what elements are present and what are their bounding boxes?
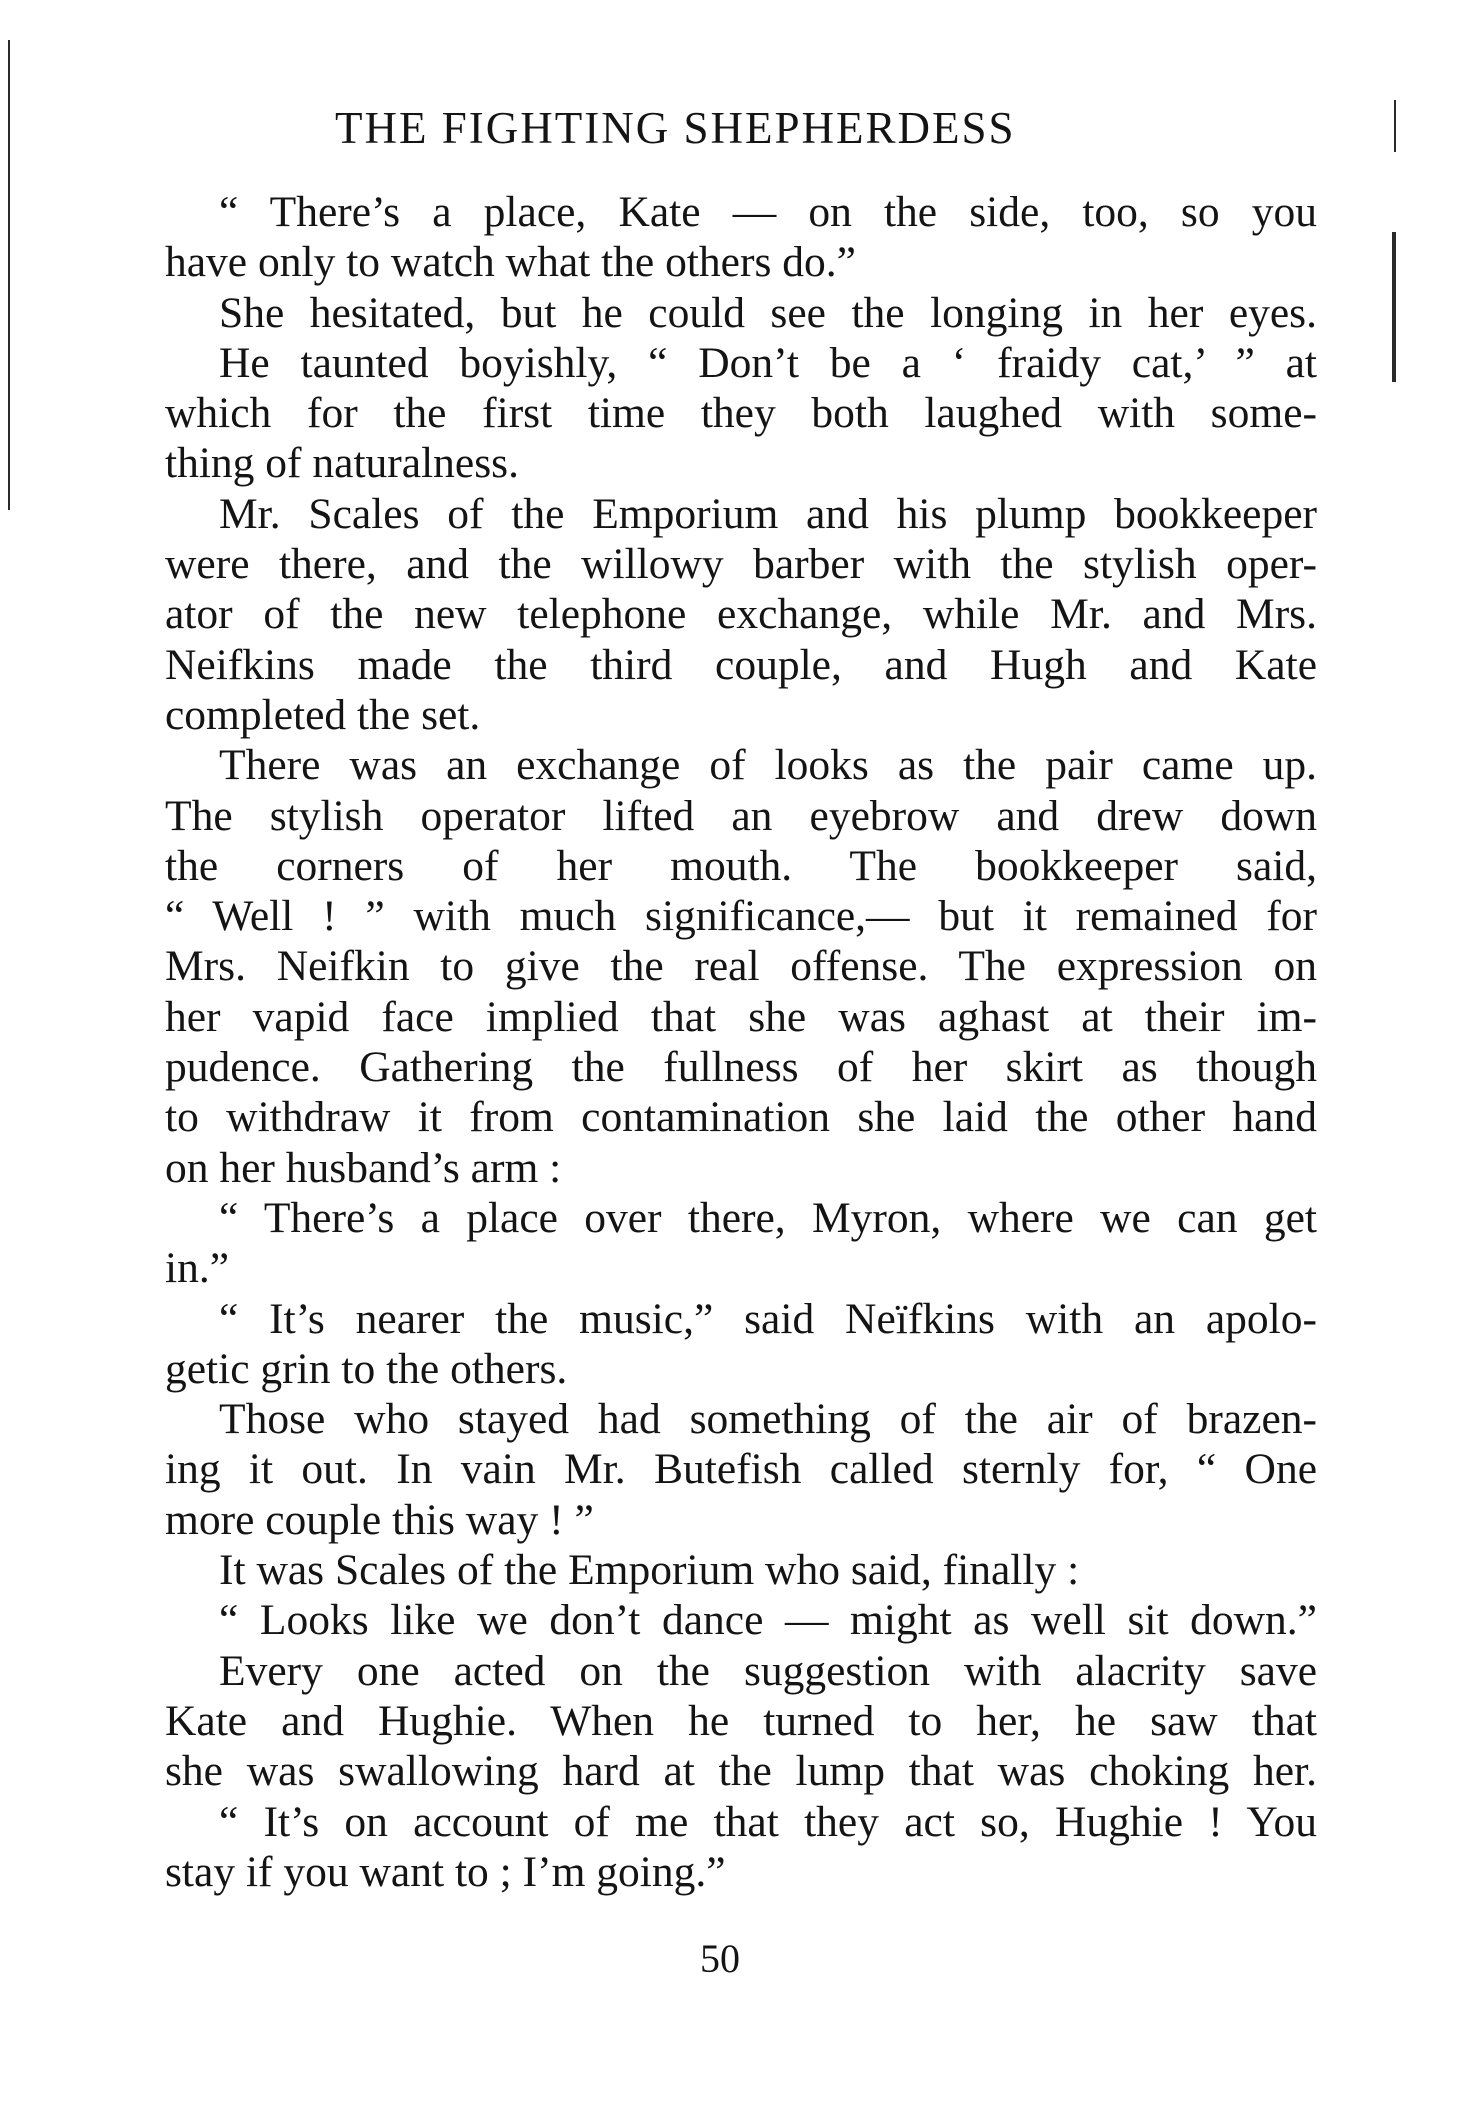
- right-edge-scan-mark-bottom: [1392, 232, 1396, 382]
- text-line: have only to watch what the others do.”: [165, 238, 856, 287]
- text-line: which for the first time they both laughed with some-: [165, 389, 1317, 438]
- text-line: “ Well ! ” with much significance,— but it remained for: [165, 892, 1317, 941]
- text-line: “ There’s a place over there, Myron, where we can get: [219, 1193, 1317, 1242]
- text-line: getic grin to the others.: [165, 1344, 568, 1393]
- text-line: Mrs. Neifkin to give the real offense. The expression on: [165, 942, 1317, 991]
- text-line: The stylish operator lifted an eyebrow and drew down: [165, 791, 1317, 840]
- text-line: “ It’s on account of me that they act so, Hughie ! You: [219, 1797, 1317, 1846]
- text-line: “ It’s nearer the music,” said Neïfkins with an apolo-: [219, 1294, 1317, 1343]
- text-line: Every one acted on the suggestion with alacrity save: [219, 1646, 1317, 1695]
- text-line: Mr. Scales of the Emporium and his plump bookkeeper: [219, 489, 1317, 538]
- text-line: in.”: [165, 1244, 230, 1293]
- text-line: she was swallowing hard at the lump that was choking her.: [165, 1747, 1317, 1796]
- text-line: were there, and the willowy barber with the stylish oper-: [165, 540, 1317, 589]
- left-edge-scan-line: [8, 40, 10, 510]
- text-line: ator of the new telephone exchange, while Mr. and Mrs.: [165, 590, 1317, 639]
- text-line: It was Scales of the Emporium who said, finally :: [219, 1546, 1080, 1595]
- page-number: 50: [700, 1936, 740, 1981]
- right-edge-scan-mark-top: [1394, 100, 1396, 152]
- text-line: She hesitated, but he could see the longing in her eyes.: [219, 288, 1317, 337]
- text-line: “ Looks like we don’t dance — might as well sit down.”: [219, 1596, 1317, 1645]
- text-line: on her husband’s arm :: [165, 1143, 562, 1192]
- text-line: He taunted boyishly, “ Don’t be a ‘ fraidy cat,’ ” at: [219, 338, 1317, 387]
- body-text: [165, 187, 1317, 1897]
- text-line: more couple this way ! ”: [165, 1495, 594, 1544]
- text-line: Kate and Hughie. When he turned to her, he saw that: [165, 1696, 1317, 1745]
- text-line: ing it out. In vain Mr. Butefish called sternly for, “ One: [165, 1445, 1317, 1494]
- text-line: “ There’s a place, Kate — on the side, too, so you: [219, 188, 1317, 236]
- text-line: the corners of her mouth. The bookkeeper said,: [165, 841, 1317, 890]
- text-line: completed the set.: [165, 690, 481, 739]
- text-line: Neifkins made the third couple, and Hugh and Kate: [165, 640, 1317, 689]
- text-line: Those who stayed had something of the air of brazen-: [219, 1395, 1317, 1444]
- text-line: There was an exchange of looks as the pair came up.: [219, 741, 1317, 790]
- text-line: her vapid face implied that she was aghast at their im-: [165, 992, 1317, 1041]
- text-line: stay if you want to ; I’m going.”: [165, 1847, 726, 1896]
- text-line: pudence. Gathering the fullness of her skirt as though: [165, 1043, 1317, 1092]
- text-line: thing of naturalness.: [165, 439, 519, 488]
- text-line: to withdraw it from contamination she laid the other hand: [165, 1093, 1317, 1142]
- running-head: THE FIGHTING SHEPHERDESS: [335, 103, 1016, 153]
